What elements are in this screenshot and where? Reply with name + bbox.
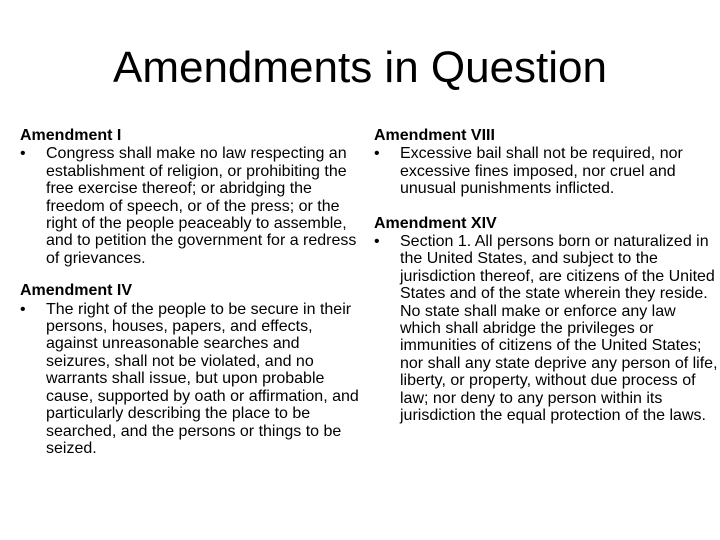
amendment-text: Section 1. All persons born or naturalized in the United States, and subject to the jurisdiction thereof, are citizens of the United States and of the state wherein they reside. No state shall make or enforce any law which shall abridge the privileges or immunities of citizens of the United States; nor shall any state deprive any person of life, liberty, or property, without due process of law; nor deny to any person within its jurisdiction the equal protection of the laws. xyxy=(400,233,718,425)
amendment-bullet-item xyxy=(20,301,360,458)
bullet-icon: • xyxy=(374,145,380,163)
amendment-text: Excessive bail shall not be required, nor excessive fines imposed, nor cruel and unusual punishments inflicted. xyxy=(400,145,683,198)
amendment-heading: Amendment VIII xyxy=(374,127,495,144)
amendment-heading: Amendment I xyxy=(20,127,122,144)
amendment-block-viii xyxy=(374,127,718,198)
amendment-text: Congress shall make no law respecting an establishment of religion, or prohibiting the free exercise thereof; or abridging the freedom of speech, or of the press; or the right of the people peaceably to assemble, and to petition the government for a redress of grievances. xyxy=(46,145,357,267)
amendment-block-xiv xyxy=(374,215,718,425)
bullet-icon: • xyxy=(374,233,380,251)
amendment-heading: Amendment IV xyxy=(20,282,133,300)
amendment-bullet-item xyxy=(374,145,718,197)
amendment-block-iv xyxy=(20,282,360,457)
amendment-bullet-item xyxy=(20,145,360,267)
slide-title: Amendments in Question xyxy=(112,43,608,92)
amendment-text: The right of the people to be secure in their persons, houses, papers, and effects, against unreasonable searches and seizures, shall not be violated, and no warrants shall issue, but upon probable cause, supported by oath or affirmation, and particularly describing the place to be searched, and the persons or things to be seized. xyxy=(46,300,359,457)
bullet-icon: • xyxy=(20,300,26,318)
right-column xyxy=(374,127,718,438)
bullet-icon: • xyxy=(20,145,26,163)
amendment-heading: Amendment XIV xyxy=(374,214,497,232)
amendment-bullet-item xyxy=(374,233,718,424)
amendment-block-i xyxy=(20,127,360,267)
left-column xyxy=(20,127,360,470)
